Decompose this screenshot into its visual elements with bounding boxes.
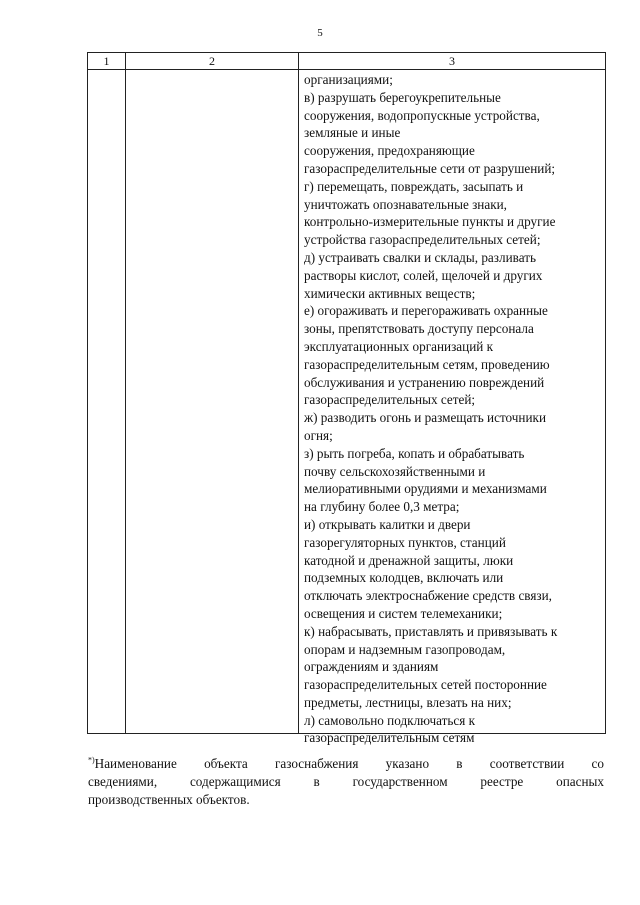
table-text-line: з) рыть погреба, копать и обрабатывать	[304, 445, 525, 461]
table-text-line: подземных колодцев, включать или	[304, 570, 504, 586]
table-text-line: е) огораживать и перегораживать охранные	[304, 303, 548, 319]
table-text-line: опорам и надземным газопроводам,	[304, 641, 506, 657]
table-text-line: почву сельскохозяйственными и	[304, 463, 486, 479]
table-text-line: предметы, лестницы, влезать на них;	[304, 694, 512, 710]
footnote-text: Наименование объекта газоснабжения указано в соответствии со	[94, 756, 604, 771]
table-text-line: сооружения, предохраняющие	[304, 143, 475, 159]
header-cell-2: 2	[209, 54, 215, 68]
page-number: 5	[317, 27, 323, 39]
table-text-line: освещения и систем телемеханики;	[304, 605, 503, 621]
table-text-line: и) открывать калитки и двери	[304, 516, 471, 532]
table-text-line: растворы кислот, солей, щелочей и других	[304, 267, 543, 283]
table-text-line: организациями;	[304, 72, 393, 87]
table-text-line: газораспределительных сетей;	[304, 392, 476, 408]
footnote-line: сведениями, содержащимися в государственном реестре опасных	[88, 773, 604, 789]
table-text-line: контрольно-измерительные пункты и другие	[304, 214, 556, 230]
footnote-line	[88, 755, 604, 773]
column-3-text	[304, 71, 604, 747]
table-text-line: газораспределительных сетей посторонние	[304, 677, 547, 693]
table-text-line: газораспределительные сети от разрушений;	[304, 160, 556, 176]
document-table	[87, 52, 606, 746]
table-text-line: уничтожать опознавательные знаки,	[304, 196, 507, 212]
table-text-line: отключать электроснабжение средств связи,	[304, 588, 552, 604]
table-text-line: сооружения, водопропускные устройства,	[304, 107, 540, 123]
table-text-line: в) разрушать берегоукрепительные	[304, 89, 501, 105]
table-text-line: д) устраивать свалки и склады, разливать	[304, 249, 536, 265]
header-cell-1: 1	[103, 54, 110, 68]
table-text-line: газораспределительным сетям, проведению	[304, 356, 550, 372]
table-text-line: обслуживания и устранению повреждений	[304, 374, 545, 390]
table-text-line: зоны, препятствовать доступу персонала	[304, 321, 534, 337]
table-text-line: газорегуляторных пунктов, станций	[304, 534, 506, 550]
table-text-line: на глубину более 0,3 метра;	[304, 499, 460, 515]
table-text-line: устройства газораспределительных сетей;	[304, 232, 541, 248]
footnote-marker: *)	[88, 755, 95, 765]
footnote	[88, 755, 604, 808]
table-text-line: катодной и дренажной защиты, люки	[304, 552, 514, 568]
column-divider	[125, 53, 126, 733]
table-text-line: мелиоративными орудиями и механизмами	[304, 481, 547, 497]
table-text-line: газораспределительным сетям	[304, 730, 475, 746]
table-text-line: л) самовольно подключаться к	[304, 712, 476, 728]
table-text-line: эксплуатационных организаций к	[304, 338, 494, 354]
table-text-line: к) набрасывать, приставлять и привязывать к	[304, 623, 558, 639]
table-text-line: химически активных веществ;	[304, 285, 476, 301]
table-text-line: г) перемещать, повреждать, засыпать и	[304, 178, 524, 194]
footnote-line: производственных объектов.	[88, 791, 250, 807]
table-text-line: ж) разводить огонь и размещать источники	[304, 410, 547, 426]
column-divider	[298, 53, 299, 733]
header-divider	[88, 69, 605, 70]
table-text-line: огня;	[304, 427, 333, 443]
header-cell-3: 3	[449, 54, 455, 68]
table-text-line: ограждениям и зданиям	[304, 659, 439, 675]
table-text-line: земляные и иные	[304, 125, 401, 141]
